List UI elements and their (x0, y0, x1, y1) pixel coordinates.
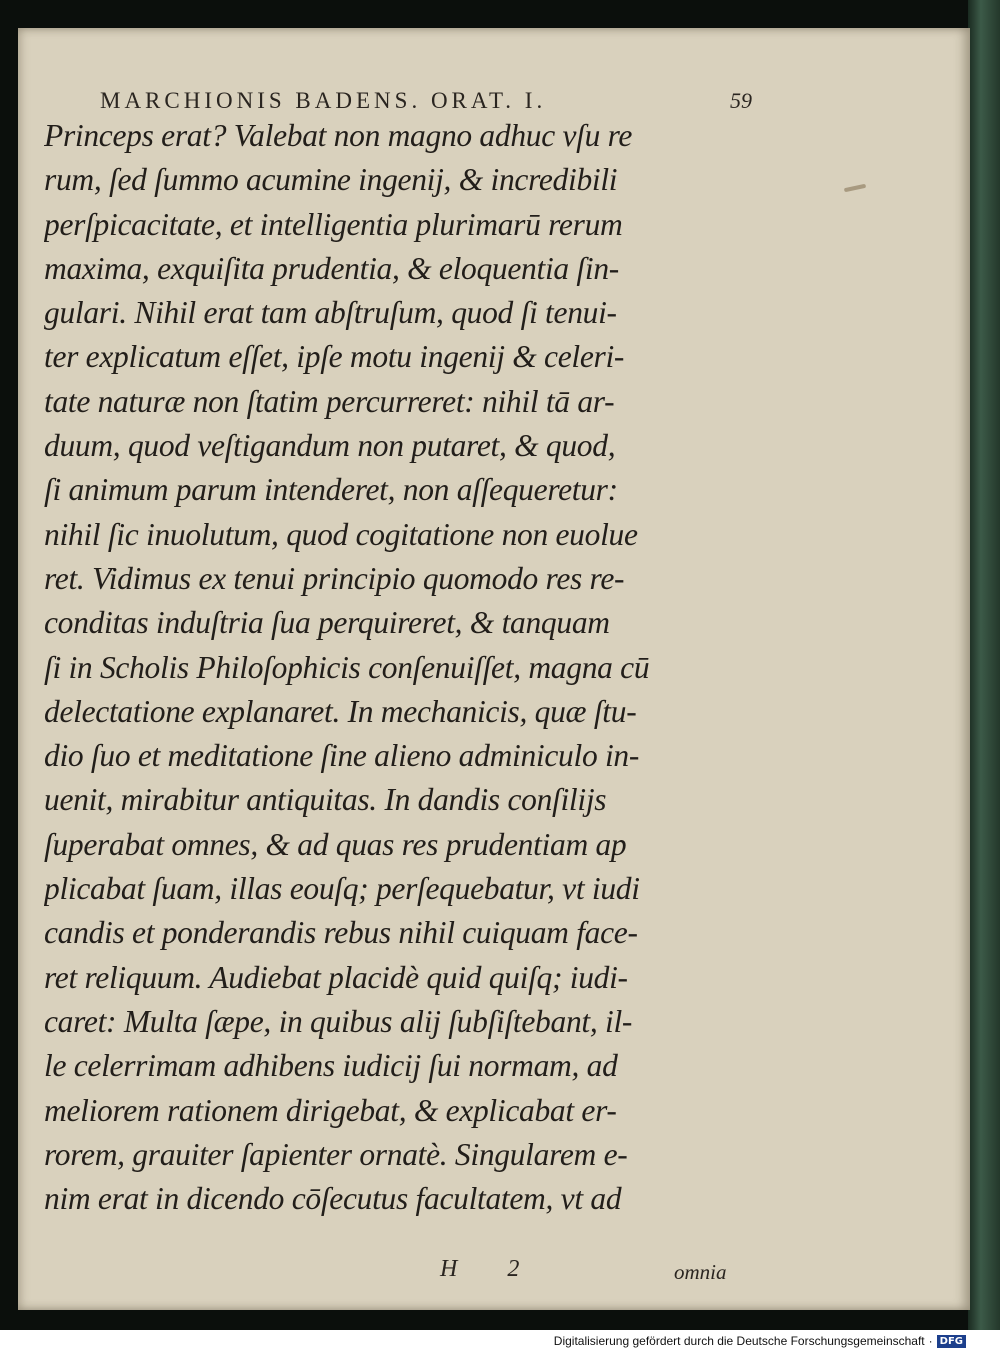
text-line: nim erat in dicendo cōſecutus facultatem, vt ad (44, 1181, 622, 1217)
text-line: gulari. Nihil erat tam abſtruſum, quod ſi tenui- (44, 295, 617, 331)
text-line: ret. Vidimus ex tenui principio quomodo res re- (44, 560, 625, 596)
text-line: plicabat ſuam, illas eouſq; perſequebatur, vt iudi (44, 871, 640, 907)
text-line: dio ſuo et meditatione ſine alieno adminiculo in- (44, 738, 640, 774)
book-edge (968, 0, 1000, 1330)
text-line: duum, quod veſtigandum non putaret, & quod, (44, 428, 616, 464)
footer-credit (554, 1334, 966, 1348)
text-line: rorem, grauiter ſapienter ornatè. Singularem e- (44, 1136, 628, 1172)
margin-mark (844, 184, 866, 192)
text-line: le celerrimam adhibens iudicij ſui normam, ad (44, 1048, 618, 1084)
text-line: rum, ſed ſummo acumine ingenij, & incredibili (44, 162, 618, 198)
text-line: ſi in Scholis Philoſophicis conſenuiſſet, magna cū (44, 649, 650, 685)
footer-separator: · (928, 1334, 933, 1348)
running-title: MARCHIONIS BADENS. ORAT. I. (100, 88, 547, 113)
footer-credit-text: Digitalisierung gefördert durch die Deutsche Forschungsgemeinschaft (553, 1334, 925, 1348)
text-line: ſi animum parum intenderet, non aſſequeretur: (44, 472, 618, 508)
text-line: nihil ſic inuolutum, quod cogitatione non euolue (44, 516, 638, 552)
text-line: perſpicacitate, et intelligentia plurimarū rerum (44, 206, 623, 242)
text-line: uenit, mirabitur antiquitas. In dandis conſilijs (44, 782, 607, 818)
text-line: tate naturæ non ſtatim percurreret: nihil tā ar- (44, 383, 615, 419)
text-line: meliorem rationem dirigebat, & explicabat er- (44, 1092, 617, 1128)
text-line: Princeps erat? Valebat non magno adhuc vſu re (44, 118, 633, 153)
text-line: maxima, exquiſita prudentia, & eloquentia ſin- (44, 250, 619, 286)
text-line: delectatione explanaret. In mechanicis, quæ ſtu- (44, 693, 637, 729)
dfg-logo-icon: DFG (937, 1335, 966, 1348)
text-line: candis et ponderandis rebus nihil cuiquam face- (44, 915, 638, 951)
signature-mark: H 2 (440, 1256, 542, 1282)
text-line: caret: Multa ſæpe, in quibus alij ſubſiſtebant, il- (44, 1003, 633, 1039)
text-line: ter explicatum eſſet, ipſe motu ingenij & celeri- (44, 339, 625, 375)
page-number: 59 (730, 88, 752, 113)
text-line: ſuperabat omnes, & ad quas res prudentiam ap (44, 826, 627, 862)
text-line: ret reliquum. Audiebat placidè quid quiſq; iudi- (44, 959, 628, 995)
catchword: omnia (674, 1260, 727, 1284)
body-text (44, 114, 754, 1221)
book-page (18, 28, 970, 1310)
text-line: conditas induſtria ſua perquireret, & tanquam (44, 605, 610, 641)
